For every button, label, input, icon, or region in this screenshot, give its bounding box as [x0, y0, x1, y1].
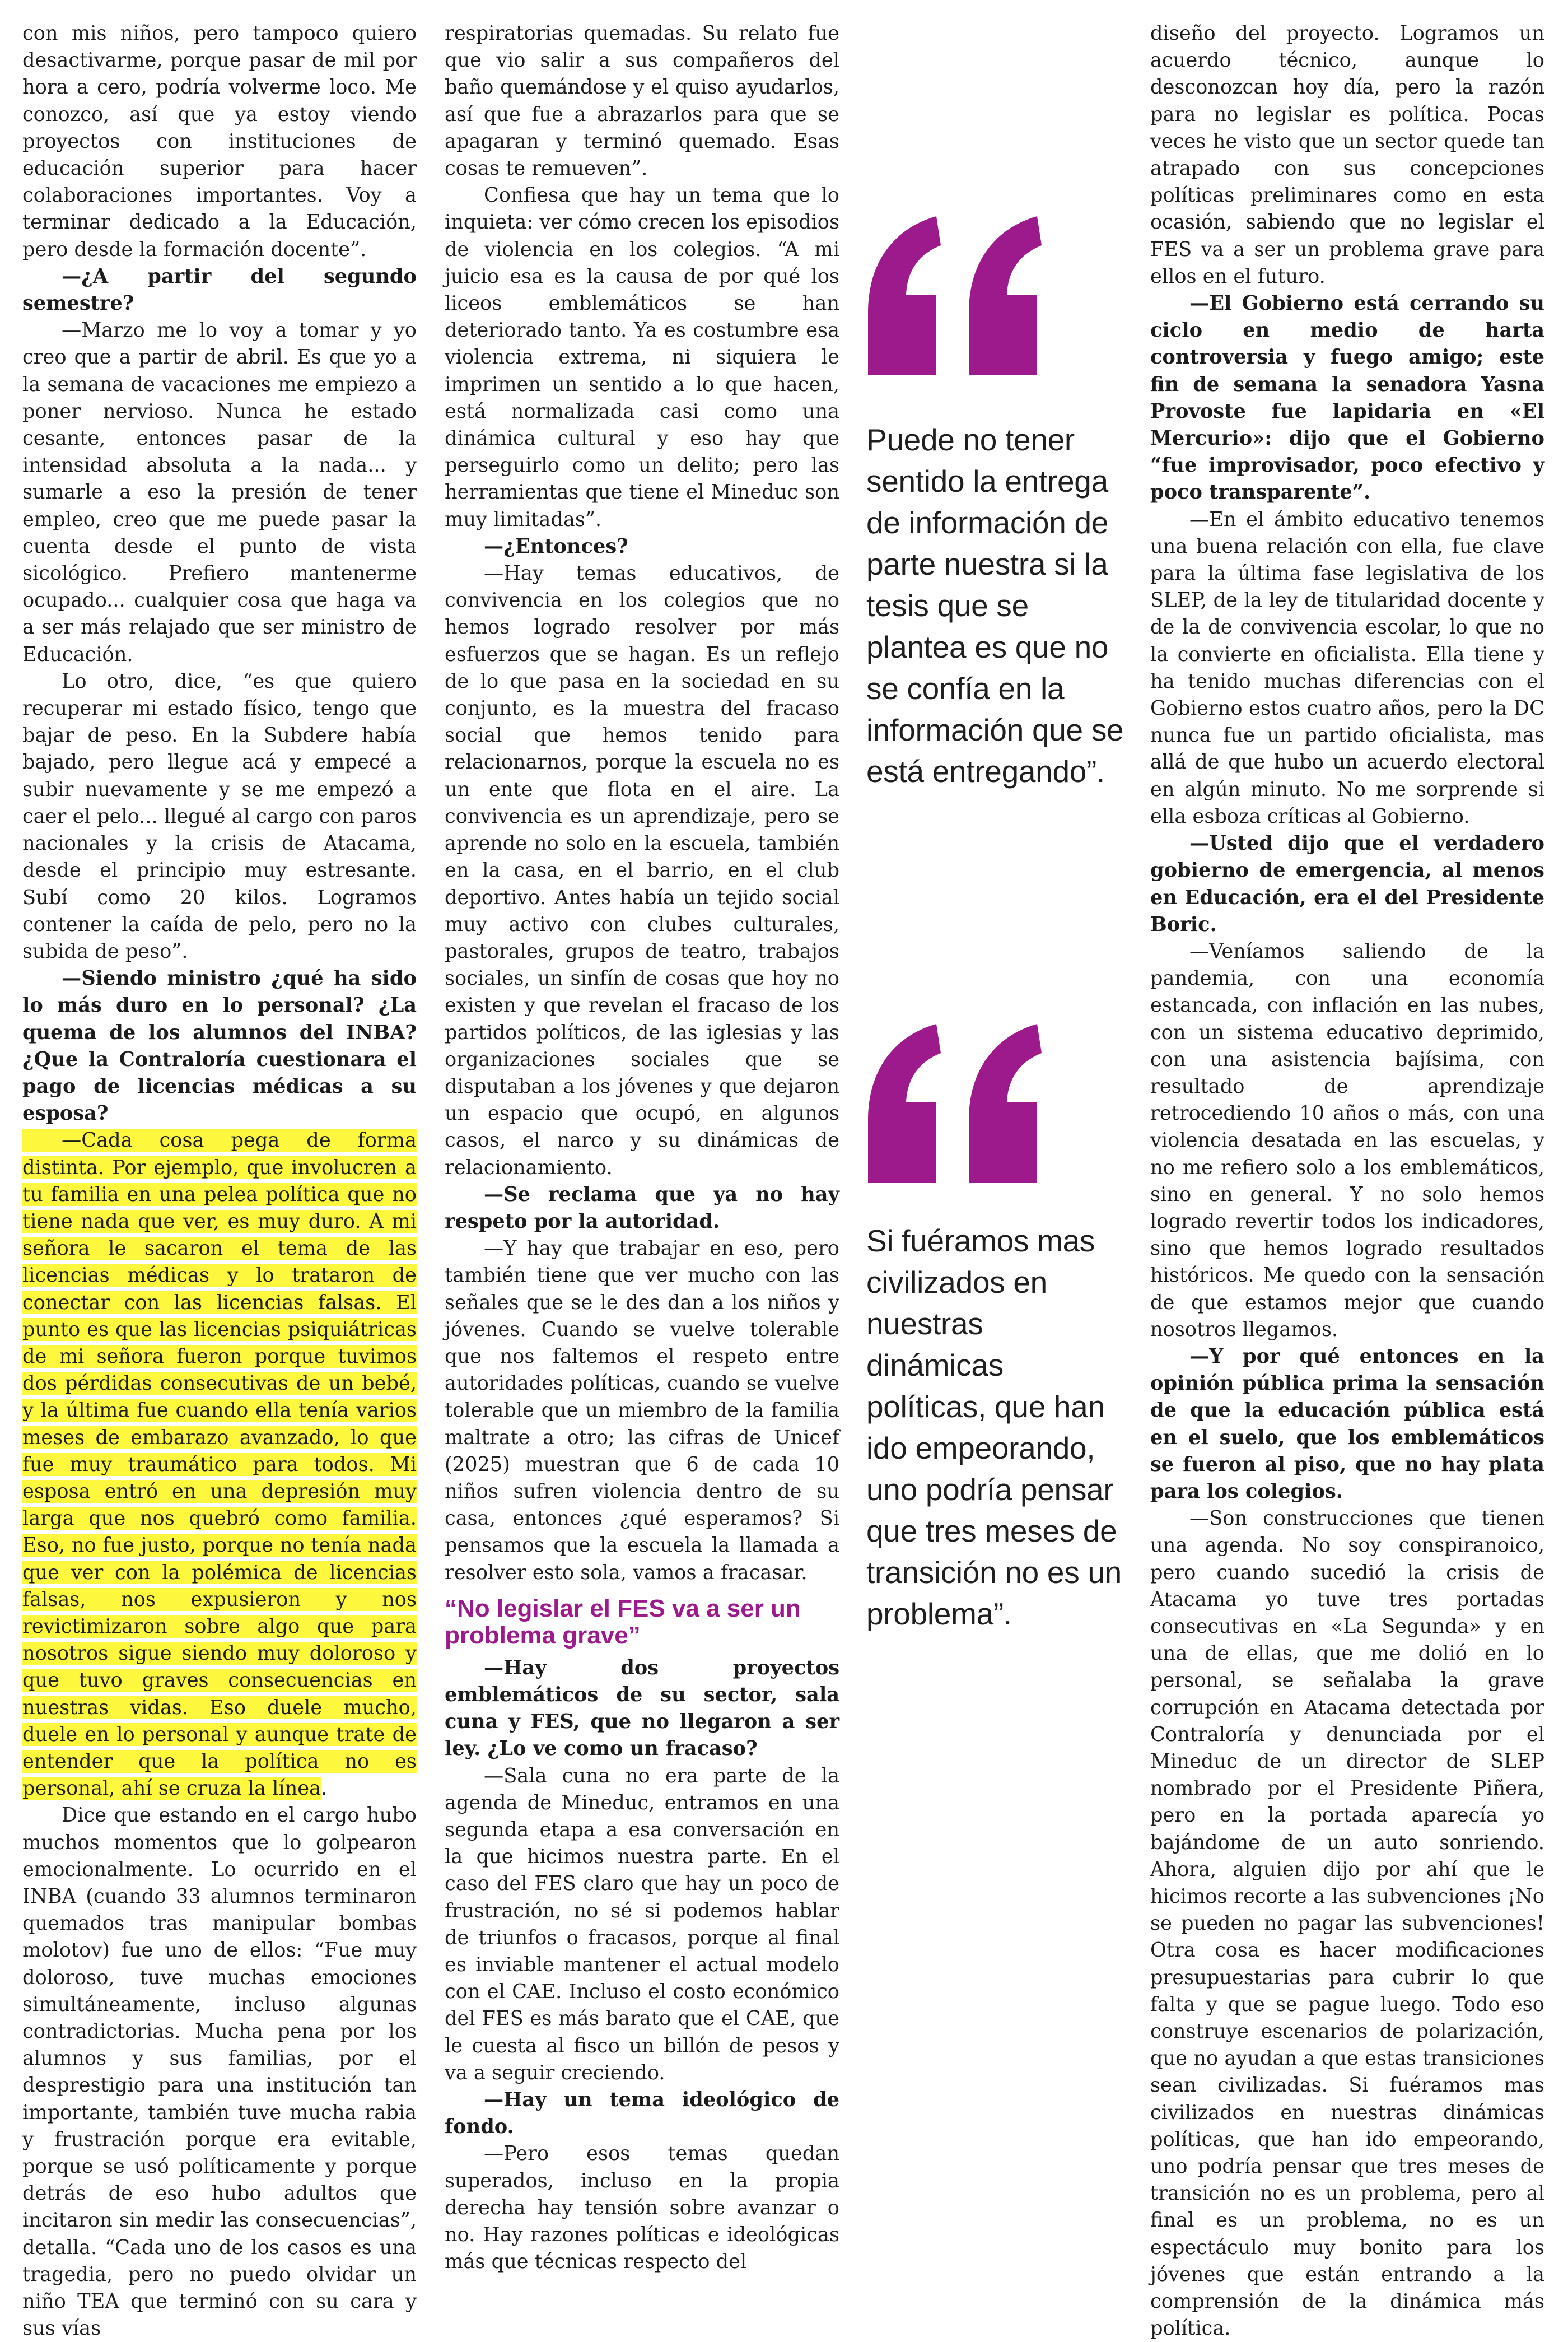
highlighted-answer	[22, 1129, 417, 1800]
paragraph: —Y hay que trabajar en eso, pero también tiene que ver mucho con las señales que se le des dan a los niños y jóvenes. Cuando se vuelve tolerable que nos faltemos el respeto entre autoridades políticas, cuando se vuelve tolerable que un miembro de la familia maltrate a otro; las cifras de Unicef (2025) muestran que 6 de cada 10 niños sufren violencia dentro de su casa, entonces ¿qué esperamos? Si pensamos que la escuela la llamada a resolver esto sola, vamos a fracasar.	[445, 1237, 839, 1584]
interview-question: —Se reclama que ya no hay respeto por la autoridad.	[445, 1182, 839, 1233]
interview-question: —Usted dijo que el verdadero gobierno de emergencia, al menos en Educación, era el del Presidente Boric.	[1150, 832, 1544, 936]
paragraph: —Pero esos temas quedan superados, incluso en la propia derecha hay tensión sobre avanzar o no. Hay razones políticas e ideológicas más que técnicas respecto del	[445, 2142, 839, 2274]
pull-quote-2: Si fuéramos mas civilizados en nuestras dinámicas políticas, que han ido empeorando, uno podría pensar que tres meses de transición no es un problema”.	[866, 1223, 1122, 1631]
paragraph: con mis niños, pero tampoco quiero desactivarme, porque pasar de mil por hora a cero, podría volverme loco. Me conozco, así que ya estoy viendo proyectos con instituciones de educación superior para hacer colaboraciones importantes. Voy a terminar dedicado a la Educación, pero desde la formación docente”.	[22, 22, 417, 261]
interview-question: —Hay dos proyectos emblemáticos de su sector, sala cuna y FES, que no llegaron a ser ley. ¿Lo ve como un fracaso?	[445, 1656, 839, 1761]
article-column-4	[1150, 20, 1544, 2342]
interview-question: —Hay un tema ideológico de fondo.	[445, 2088, 839, 2139]
paragraph: Dice que estando en el cargo hubo muchos momentos que lo golpearon emocionalmente. Lo ocurrido en el INBA (cuando 33 alumnos terminaron quemados tras manipular bombas molotov) fue uno de ellos: “Fue muy doloroso, tuve muchas emociones simultáneamente, incluso algunas contradictorias. Mucha pena por los alumnos y sus familias, por el desprestigio para una institución tan importante, también tuve mucha rabia y frustración porque era evitable, porque se usó políticamente y porque detrás de eso hubo adultos que incitaron sin medir las consecuencias”, detalla. “Cada uno de los casos es una tragedia, pero no puedo olvidar un niño TEA que terminó con su cara y sus vías	[22, 1804, 417, 2340]
interview-question: —¿A partir del segundo semestre?	[22, 264, 417, 315]
answer-dash: —	[62, 1129, 82, 1152]
highlighted-paragraph	[22, 1127, 417, 1802]
article-column-2	[445, 20, 839, 2275]
paragraph: —Sala cuna no era parte de la agenda de Mineduc, entramos en una segunda etapa a esa conversación en la que hicimos nuestra parte. En el caso del FES claro que hay un poco de frustración, no sé si podemos hablar de triunfos o fracasos, porque al final es inviable mantener el actual modelo con el CAE. Incluso el costo económico del FES es más barato que el CAE, que le cuesta al fisco un billón de pesos y va a seguir creciendo.	[445, 1764, 839, 2084]
paragraph: respiratorias quemadas. Su relato fue que vio salir a sus compañeros del baño quemándose y el quiso ayudarlos, así que fue a abrazarlos para que se apagaran y terminó quemado. Esas cosas te remueven”.	[445, 22, 839, 180]
paragraph: —Veníamos saliendo de la pandemia, con una economía estancada, con inflación en las nubes, con un sistema educativo deprimido, con una asistencia bajísima, con resultado de aprendizaje retrocediendo 10 años o más, con una violencia desatada en las escuelas, y no me refiero solo a los emblemáticos, sino en general. Y no solo hemos logrado revertir todos los indicadores, sino que hemos logrado resultados históricos. Me quedo con la sensación de que estamos mejor que cuando nosotros llegamos.	[1150, 939, 1544, 1341]
paragraph: —En el ámbito educativo tenemos una buena relación con ella, fue clave para la última fase legislativa de los SLEP, de la ley de titularidad docente y de la de convivencia escolar, lo que no la convierte en oficialista. Ella tiene y ha tenido muchas diferencias con el Gobierno estos cuatro años, pero la DC nunca fue un partido oficialista, mas allá de que hubo un acuerdo electoral en algún minuto. No me sorprende si ella esboza críticas al Gobierno.	[1150, 507, 1544, 828]
paragraph: Confiesa que hay un tema que lo inquieta: ver cómo crecen los episodios de violencia en los colegios. “A mi juicio esa es la causa de por qué los liceos emblemáticos se han deteriorado tanto. Ya es costumbre esa violencia extrema, ni siquiera le imprimen un sentido a lo que hacen, está normalizada casi como una dinámica cultural y eso hay que perseguirlo como un delito; pero las herramientas que tiene el Mineduc son muy limitadas”.	[445, 184, 839, 531]
quotation-mark-icon	[862, 1019, 1053, 1188]
interview-question: —Y por qué entonces en la opinión pública prima la sensación de que la educación pública está en el suelo, que los emblemáticos se fueron al piso, que no hay plata para los colegios.	[1150, 1344, 1544, 1503]
section-subheading: “No legislar el FES va a ser un problema grave”	[445, 1594, 801, 1649]
interview-question: —El Gobierno está cerrando su ciclo en medio de harta controversia y fuego amigo; este fin de semana la senadora Yasna Provoste fue lapidaria en «El Mercurio»: dijo que el Gobierno “fue improvisador, poco efectivo y poco transparente”.	[1150, 292, 1544, 504]
paragraph: —Hay temas educativos, de convivencia en los colegios que no hemos logrado resolver por más esfuerzos que se hagan. Es un reflejo de lo que pasa en la sociedad en su conjunto, es la muestra del fracaso social que hemos tenido para relacionarnos, porque la escuela no es un ente que flota en el aire. La convivencia es un aprendizaje, pero se aprende no solo en la escuela, también en la casa, en el barrio, en el club deportivo. Antes había un tejido social muy activo con clubes culturales, pastorales, grupos de teatro, trabajos sociales, un sinfín de cosas que hoy no existen y que revelan el fracaso de los partidos políticos, de las iglesias y las organizaciones sociales que se disputaban a los jóvenes y que dejaron un espacio que ocupó, en algunos casos, el narco y su dinámicas de relacionamiento.	[445, 562, 839, 1179]
article-column-1	[22, 20, 417, 2342]
paragraph: Lo otro, dice, “es que quiero recuperar mi estado físico, tengo que bajar de peso. En la Subdere había bajado, pero llegue acá y empecé a subir nuevamente y se me empezó a caer el pelo... llegué al cargo con paros nacionales y la crisis de Atacama, desde el principio muy estresante. Subí como 20 kilos. Logramos contener la caída de pelo, pero no la subida de peso”.	[22, 669, 417, 963]
paragraph: —Son construcciones que tienen una agenda. No soy conspiranoico, pero cuando sucedió la crisis de Atacama yo tuve tres portadas consecutivas en «La Segunda» y en una de ellas, que me dolió en lo personal, se señalaba la grave corrupción en Atacama detectada por Contraloría y denunciada por el Mineduc de un director de SLEP nombrado por el Presidente Piñera, pero en la portada aparecía yo bajándome de un auto sonriendo. Ahora, alguien dijo por ahí que le hicimos recorte a las subvenciones ¡No se pueden no pagar las subvenciones! Otra cosa es hacer modificaciones presupuestarias para cubrir lo que falta y que se pague luego. Todo eso construye escenarios de polarización, que no ayudan a que estas transiciones sean civilizadas. Si fuéramos mas civilizados en nuestras dinámicas políticas, que han ido empeorando, uno podría pensar que tres meses de transición no es un problema, pero al final es un problema, no es un espectáculo muy bonito para los jóvenes que están entrando a la comprensión de la dinámica más política.	[1150, 1507, 1544, 2340]
paragraph: diseño del proyecto. Logramos un acuerdo técnico, aunque lo desconozcan hoy día, pero la razón para no legislar es política. Pocas veces he visto que un sector quede tan atrapado con sus concepciones políticas preliminares como en esta ocasión, sabiendo que no legislar el FES va a ser un problema grave para ellos en el futuro.	[1150, 22, 1544, 288]
interview-question: —Siendo ministro ¿qué ha sido lo más duro en lo personal? ¿La quema de los alumnos del INBA? ¿Que la Contraloría cuestionara el pago de licencias médicas a su esposa?	[22, 967, 417, 1125]
interview-question: —¿Entonces?	[484, 534, 628, 558]
highlighted-text: Cada cosa pega de forma distinta. Por ejemplo, que involucren a tu familia en una pelea política que no tiene nada que ver, es muy duro. A mi señora le sacaron el tema de las licencias médicas y lo trataron de conectar con las licencias falsas. El punto es que las licencias psiquiátricas de mi señora fueron porque tuvimos dos pérdidas consecutivas de un bebé, y la última fue cuando ella tenía varios meses de embarazo avanzado, lo que fue muy traumático para todos. Mi esposa entró en una depresión muy larga que nos quebró como familia. Eso, no fue justo, porque no tenía nada que ver con la polémica de licencias falsas, nos expusieron y nos revictimizaron sobre algo que para nosotros sigue siendo muy doloroso y que tuvo graves consecuencias en nuestras vidas. Eso duele mucho, duele en lo personal y aunque trate de entender que la política no es personal, ahí se cruza la línea	[22, 1129, 417, 1800]
paragraph-end: .	[321, 1777, 328, 1800]
pull-quote-1: Puede no tener sentido la entrega de información de parte nuestra si la tesis que se plantea es que no se confía en la información que se está entregando”.	[866, 422, 1124, 789]
paragraph: —Marzo me lo voy a tomar y yo creo que a partir de abril. Es que yo a la semana de vacaciones me empiezo a poner nervioso. Nunca he estado cesante, entonces pasar de la intensidad absoluta a la nada... y sumarle a eso la presión de tener empleo, creo que me puede pasar la cuenta desde el punto de vista sicológico. Prefiero mantenerme ocupado... cualquier cosa que haga va a ser más relajado que ser ministro de Educación.	[22, 319, 417, 666]
quotation-mark-icon	[862, 212, 1053, 380]
